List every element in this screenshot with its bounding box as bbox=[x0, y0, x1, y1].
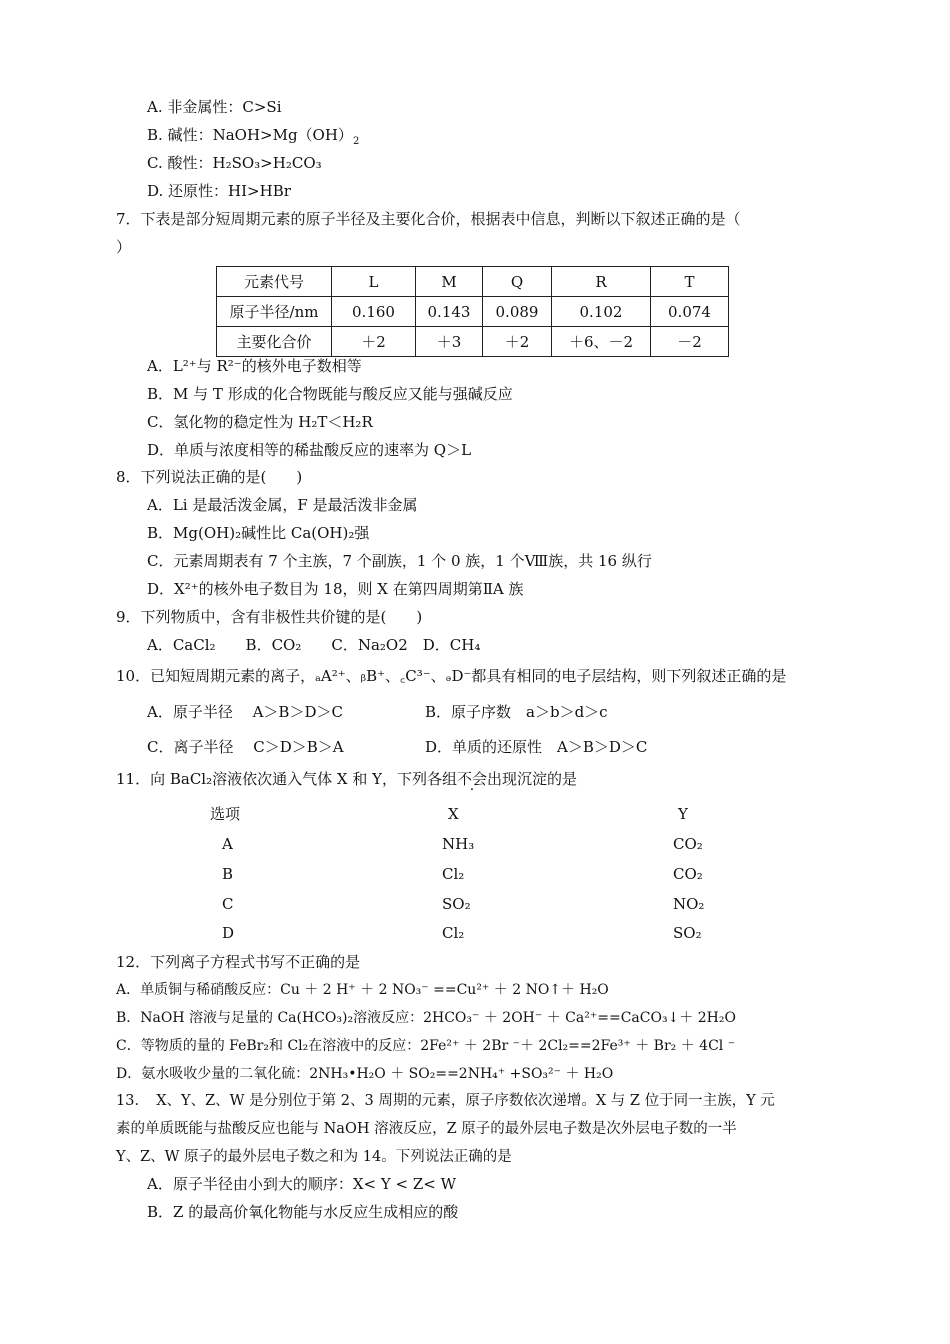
emphasis-text: 不会 bbox=[457, 770, 488, 788]
table-cell: ＋2 bbox=[483, 327, 552, 357]
q12-option-c: C．等物质的量的 FeBr₂和 Cl₂在溶液中的反应：2Fe²⁺ ＋ 2Br ⁻＋ 2Cl₂==2Fe³⁺ ＋ Br₂ ＋ 4Cl ⁻ bbox=[116, 1038, 736, 1054]
q9-stem: 9．下列物质中，含有非极性共价键的是( ) bbox=[116, 608, 423, 626]
q11-header-y: Y bbox=[678, 805, 688, 823]
table-cell: ＋6、－2 bbox=[552, 327, 651, 357]
q6-option-b: B. 碱性：$NaOH>Mg(OH)_2$ bbox=[147, 126, 360, 147]
q7-option-a: A．L²⁺与 R²⁻的核外电子数相等 bbox=[147, 357, 362, 375]
q10-stem: 10．已知短周期元素的离子，ₐA²⁺、ᵦB⁺、꜀C³⁻、ₔD⁻都具有相同的电子层结构，则下列叙述正确的是 bbox=[116, 667, 787, 685]
q11-row-a-label: A bbox=[222, 835, 233, 853]
q11-row-a-x: NH₃ bbox=[442, 835, 475, 853]
q11-row-c-x: SO₂ bbox=[442, 895, 471, 913]
q6-option-d: D. 还原性：HI>HBr bbox=[147, 182, 291, 200]
q11-row-d-x: Cl₂ bbox=[442, 924, 465, 942]
q11-row-b-x: Cl₂ bbox=[442, 865, 465, 883]
table-header-row bbox=[217, 267, 729, 297]
q11-row-b-y: CO₂ bbox=[673, 865, 703, 883]
table-cell: 0.102 bbox=[552, 297, 651, 327]
table-cell: 主要化合价 bbox=[217, 327, 332, 357]
q11-row-c-y: NO₂ bbox=[673, 895, 705, 913]
q6-option-c: C. 酸性：H₂SO₃>H₂CO₃ bbox=[147, 154, 322, 172]
q12-stem: 12．下列离子方程式书写不正确的是 bbox=[116, 953, 361, 971]
q7-option-d: D．单质与浓度相等的稀盐酸反应的速率为 Q＞L bbox=[147, 441, 472, 459]
table-cell: －2 bbox=[651, 327, 729, 357]
q12-option-b: B．NaOH 溶液与足量的 Ca(HCO₃)₂溶液反应：2HCO₃⁻ ＋ 2OH⁻ ＋ Ca²⁺==CaCO₃↓＋ 2H₂O bbox=[116, 1010, 736, 1026]
q8-option-b: B．Mg(OH)₂碱性比 Ca(OH)₂强 bbox=[147, 524, 370, 542]
q13-stem-line3: Y、Z、W 原子的最外层电子数之和为 14。下列说法正确的是 bbox=[116, 1149, 512, 1165]
q11-row-a-y: CO₂ bbox=[673, 835, 703, 853]
q8-stem: 8．下列说法正确的是( ) bbox=[116, 468, 303, 486]
table-cell: ＋3 bbox=[416, 327, 483, 357]
table-cell: M bbox=[416, 267, 483, 297]
q7-stem: 7．下表是部分短周期元素的原子半径及主要化合价，根据表中信息，判断以下叙述正确的是（ bbox=[116, 210, 741, 228]
table-cell: 0.160 bbox=[332, 297, 416, 327]
q13-option-a: A．原子半径由小到大的顺序：X< Y < Z< W bbox=[147, 1175, 457, 1193]
q11-row-d-y: SO₂ bbox=[673, 924, 702, 942]
table-cell: 0.089 bbox=[483, 297, 552, 327]
table-cell: ＋2 bbox=[332, 327, 416, 357]
table-cell: 原子半径/nm bbox=[217, 297, 332, 327]
table-cell: 0.143 bbox=[416, 297, 483, 327]
q8-option-a: A．Li 是最活泼金属，F 是最活泼非金属 bbox=[147, 496, 418, 514]
q8-option-d: D．X²⁺的核外电子数目为 18，则 X 在第四周期第ⅡA 族 bbox=[147, 580, 524, 598]
q11-header-option: 选项 bbox=[210, 805, 241, 823]
q6-option-a: A. 非金属性：C>Si bbox=[147, 98, 282, 116]
table-cell: R bbox=[552, 267, 651, 297]
table-cell: Q bbox=[483, 267, 552, 297]
q7-element-table bbox=[216, 266, 729, 357]
q11-row-c-label: C bbox=[222, 895, 234, 913]
q8-option-c: C．元素周期表有 7 个主族，7 个副族，1 个 0 族，1 个Ⅷ族，共 16 纵行 bbox=[147, 552, 652, 570]
table-row bbox=[217, 327, 729, 357]
q7-option-b: B．M 与 T 形成的化合物既能与酸反应又能与强碱反应 bbox=[147, 385, 513, 403]
q12-option-a: A．单质铜与稀硝酸反应：Cu ＋ 2 H⁺ ＋ 2 NO₃⁻ ==Cu²⁺ ＋ 2 NO↑＋ H₂O bbox=[116, 982, 609, 998]
q10-option-d: D．单质的还原性 A＞B＞D＞C bbox=[425, 738, 648, 756]
q13-stem-line2: 素的单质既能与盐酸反应也能与 NaOH 溶液反应，Z 原子的最外层电子数是次外层电子数的一半 bbox=[116, 1121, 737, 1137]
q10-option-b: B．原子序数 a＞b＞d＞c bbox=[425, 703, 608, 721]
table-cell: 0.074 bbox=[651, 297, 729, 327]
table-cell: T bbox=[651, 267, 729, 297]
table-cell: L bbox=[332, 267, 416, 297]
q12-option-d: D．氨水吸收少量的二氧化硫：2NH₃•H₂O ＋ SO₂==2NH₄⁺ +SO₃²⁻ ＋ H₂O bbox=[116, 1066, 614, 1082]
q11-stem: 11．向 BaCl₂溶液依次通入气体 X 和 Y，下列各组不会出现沉淀的是 bbox=[116, 770, 578, 788]
table-row bbox=[217, 297, 729, 327]
q11-header-x: X bbox=[448, 805, 459, 823]
table-cell: 元素代号 bbox=[217, 267, 332, 297]
q7-option-c: C．氢化物的稳定性为 H₂T＜H₂R bbox=[147, 413, 373, 431]
q7-stem-cont: ） bbox=[116, 238, 132, 256]
q10-option-c: C．离子半径 C＞D＞B＞A bbox=[147, 738, 344, 756]
q11-row-d-label: D bbox=[222, 924, 235, 942]
q13-stem-line1: 13． X、Y、Z、W 是分别位于第 2、3 周期的元素，原子序数依次递增。X 与 Z 位于同一主族，Y 元 bbox=[116, 1093, 775, 1109]
q11-row-b-label: B bbox=[222, 865, 234, 883]
q9-options: A．CaCl₂ B．CO₂ C．Na₂O2 D．CH₄ bbox=[147, 636, 481, 654]
q10-option-a: A．原子半径 A＞B＞D＞C bbox=[147, 703, 343, 721]
q13-option-b: B．Z 的最高价氧化物能与水反应生成相应的酸 bbox=[147, 1203, 459, 1221]
